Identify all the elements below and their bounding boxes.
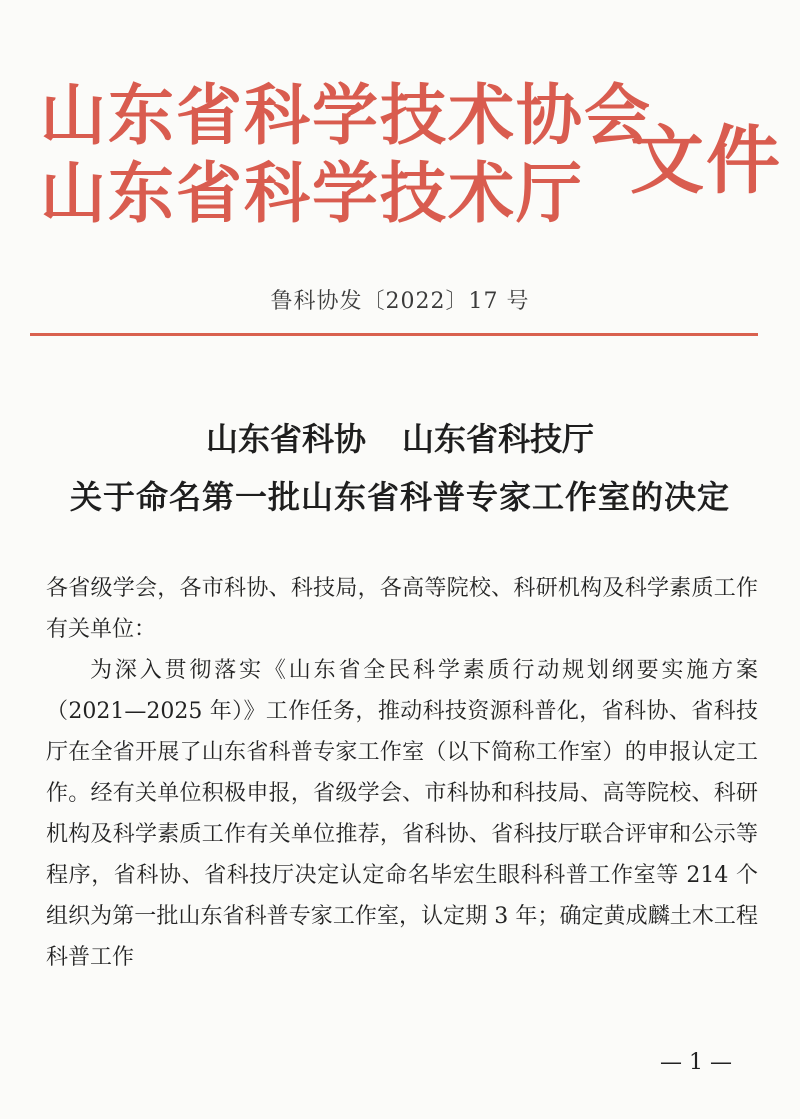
body-paragraph: 为深入贯彻落实《山东省全民科学素质行动规划纲要实施方案（2021—2025 年）》工作任务，推动科技资源科普化，省科协、省科技厅在全省开展了山东省科普专家工作室（以下简称工作室）的申报认定工作。经有关单位积极申报，省级学会、市科协和科技局、高等院校、科研机构及科学素质工作有关单位推荐，省科协、省科技厅联合评审和公示等程序，省科协、省科技厅决定认定命名毕宏生眼科科普工作室等 214 个组织为第一批山东省科普专家工作室，认定期 3 年；确定黄成麟土木工程科普工作 (46, 658, 758, 970)
issuing-org-1: 山东省科学技术协会 (40, 76, 652, 154)
red-divider-line (30, 333, 758, 336)
recipients-paragraph: 各省级学会，各市科协、科技局，各高等院校、科研机构及科学素质工作有关单位： (46, 576, 758, 642)
title-issuer-2: 山东省科技厅 (402, 420, 595, 458)
document-body (46, 568, 758, 978)
issuing-org-2: 山东省科学技术厅 (40, 154, 584, 232)
document-title: 关于命名第一批山东省科普专家工作室的决定 (69, 478, 730, 516)
document-header (0, 0, 800, 330)
title-issuer-1: 山东省科协 (205, 420, 366, 458)
page-number: — 1 — (660, 1050, 732, 1075)
document-type-label: 文件 (630, 118, 782, 204)
title-issuers (0, 414, 800, 460)
document-number: 鲁科协发〔2022〕17 号 (270, 289, 530, 314)
